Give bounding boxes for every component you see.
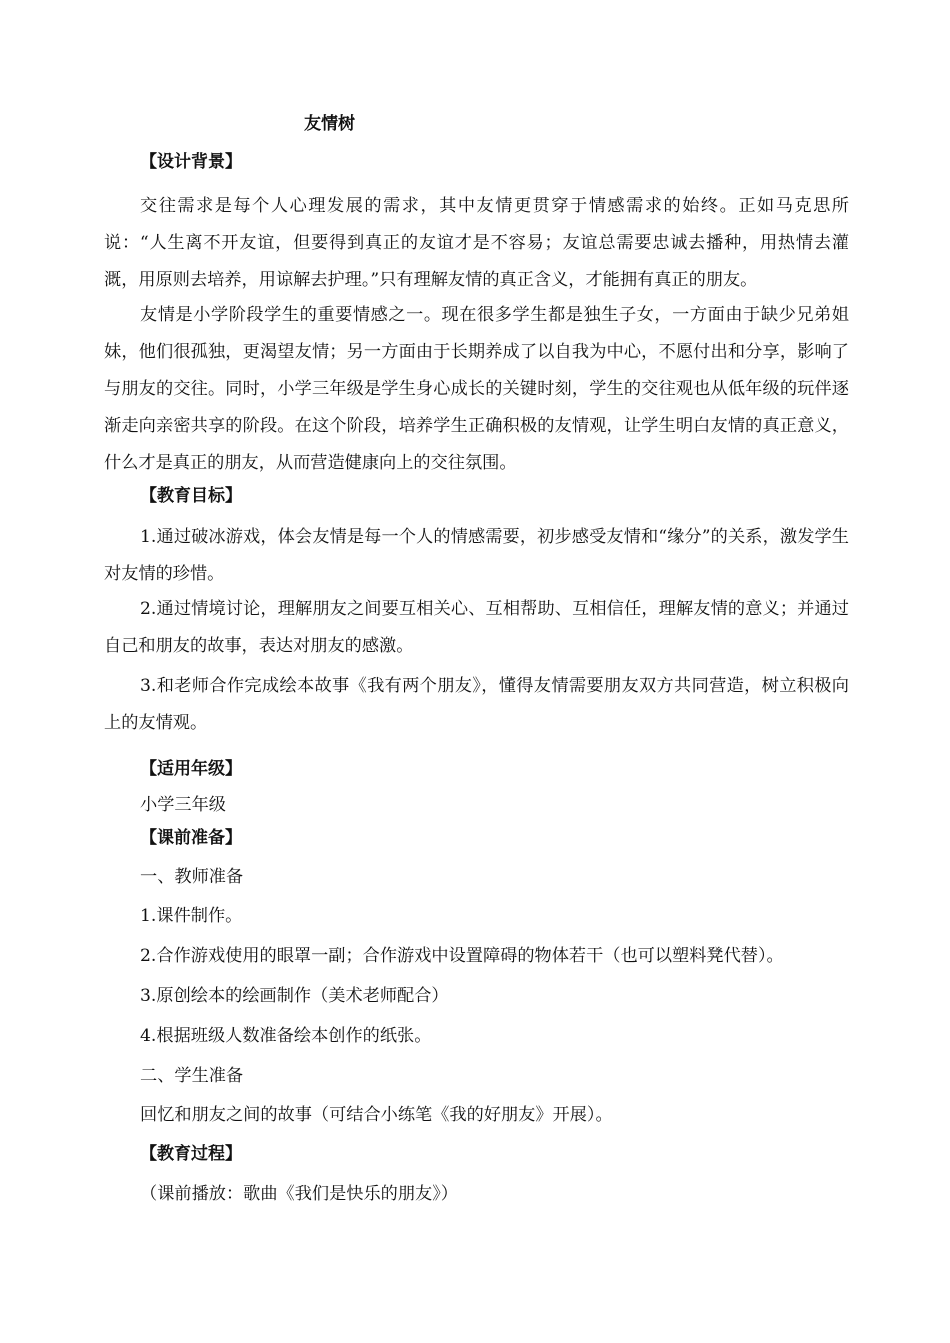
teacher-prep-item-2: 2.合作游戏使用的眼罩一副；合作游戏中设置障碍的物体若干（也可以塑料凳代替）。 [140, 946, 784, 966]
teacher-prep-item-1: 1.课件制作。 [140, 906, 243, 926]
process-text: （课前播放：歌曲《我们是快乐的朋友》） [140, 1184, 458, 1204]
heading-applicable-grade: 【适用年级】 [140, 759, 242, 779]
teacher-prep-item-3: 3.原创绘本的绘画制作（美术老师配合） [140, 986, 449, 1006]
goal-item-2: 2.通过情境讨论，理解朋友之间要互相关心、互相帮助、互相信任，理解友情的意义；并通过自己和朋友的故事，表达对朋友的感激。 [104, 599, 849, 656]
student-prep-text: 回忆和朋友之间的故事（可结合小练笔《我的好朋友》开展）。 [140, 1105, 613, 1125]
document-title: 友情树 [304, 114, 355, 134]
grade-text: 小学三年级 [140, 795, 226, 815]
student-prep-title: 二、学生准备 [140, 1066, 244, 1086]
goal-item-1: 1.通过破冰游戏，体会友情是每一个人的情感需要，初步感受友情和“缘分”的关系，激发学生对友情的珍惜。 [104, 527, 849, 584]
teacher-prep-item-4: 4.根据班级人数准备绘本创作的纸张。 [140, 1026, 432, 1046]
heading-education-goals: 【教育目标】 [140, 486, 242, 506]
heading-design-background: 【设计背景】 [140, 152, 242, 172]
background-paragraph-2: 友情是小学阶段学生的重要情感之一。现在很多学生都是独生子女，一方面由于缺少兄弟姐妹，他们很孤独，更渴望友情；另一方面由于长期养成了以自我为中心，不愿付出和分享，影响了与朋友的交往。同时，小学三年级是学生身心成长的关键时刻，学生的交往观也从低年级的玩伴逐渐走向亲密共享的阶段。在这个阶段，培养学生正确积极的友情观，让学生明白友情的真正意义，什么才是真正的朋友，从而营造健康向上的交往氛围。 [104, 305, 849, 473]
heading-education-process: 【教育过程】 [140, 1144, 242, 1164]
teacher-prep-title: 一、教师准备 [140, 867, 244, 887]
goal-item-3: 3.和老师合作完成绘本故事《我有两个朋友》，懂得友情需要朋友双方共同营造，树立积极向上的友情观。 [104, 676, 849, 733]
heading-preparation: 【课前准备】 [140, 828, 242, 848]
background-paragraph-1: 交往需求是每个人心理发展的需求，其中友情更贯穿于情感需求的始终。正如马克思所说：“人生离不开友谊，但要得到真正的友谊才是不容易；友谊总需要忠诚去播种，用热情去灌溉，用原则去培养，用谅解去护理。”只有理解友情的真正含义，才能拥有真正的朋友。 [104, 196, 849, 290]
